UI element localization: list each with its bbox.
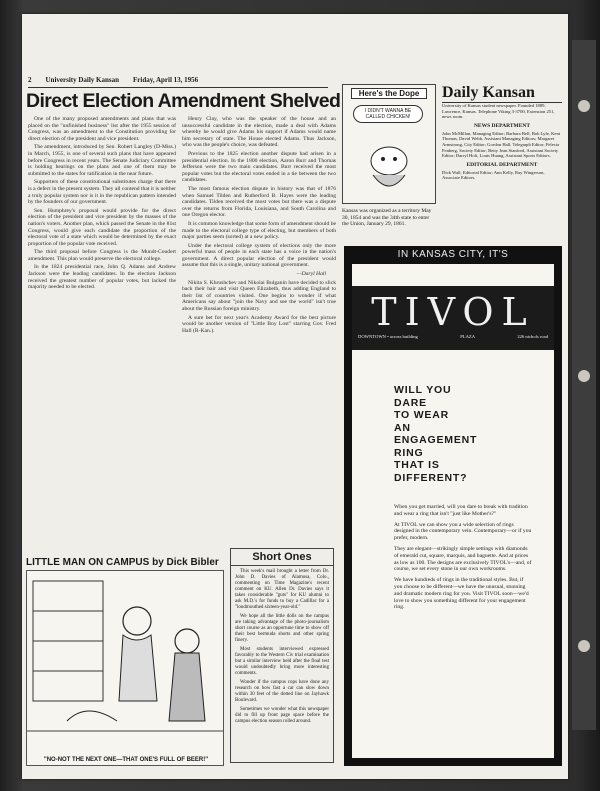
masthead-title: Daily Kansan — [442, 84, 562, 103]
article-paragraph: Henry Clay, who was the speaker of the house and an unsuccessful candidate in the election, made a deal with Adams whereby he would give Adams his support if Adams would name him secretary of state. The House elected Adams. Thus Jackson, who was the people's choice, was defeated. — [182, 116, 336, 149]
article-paragraph: In the 1824 presidential race, John Q. Adams and Andrew Jackson were the leading candidates. In the election Jackson received the greatest number of popular votes, but lacked the majority needed to be elected. — [28, 264, 176, 291]
ad-question-line: ENGAGEMENT — [394, 434, 478, 446]
short-item: Sometimes we wonder what this newspaper did to fill up front page space before the campus election season rolled around. — [235, 707, 329, 724]
masthead-news-staff: John McMillan, Managing Editor; Barbara Bell, Bob Lyle, Kent Thomas, David Webb, Assistant Managing Editors; Margaret Armstrong, City Editor; Gordon Hall, Telegraph Editor; Felecia Fenberg, Society Editor; Betty Jean Stanford, Assistant Society Editor; Darryl Holt, Louis Huang, Assistant Sports Editors. — [442, 130, 561, 159]
cartoon-panel — [26, 570, 224, 766]
short-ones-body — [231, 566, 333, 731]
masthead-news-heading: NEWS DEPARTMENT — [473, 122, 531, 129]
cartoon-drawing — [27, 571, 223, 749]
folio-date: Friday, April 13, 1956 — [133, 76, 199, 84]
article-paragraph: A sure bet for next year's Academy Award for the best picture would be another version of "Little Boy Lost" starring Gov. Fred Hall (R-Kan.). — [182, 314, 336, 334]
ad-location-plaza: PLAZA — [460, 334, 476, 339]
article-paragraph: Nikita S. Khrushchev and Nikolai Bulganin have decided to slick back their hair and visit Queen Elizabeth, thus adding England to their list of countries visited. One begins to wonder if what Americans say about "join the Navy and see the world" isn't true about the Russian foreign ministry. — [182, 279, 336, 313]
masthead — [442, 84, 562, 181]
article-paragraph: One of the many proposed amendments and plans that was placed on the "unfinished business" list after the 1955 session of Congress, was an amendment to the Constitution providing for direct election of the president and vice president. — [28, 116, 176, 142]
masthead-editorial-staff: Dick Wall, Editorial Editor; Ann Kelly, Ray Wingerson, Associate Editors. — [442, 169, 545, 181]
ad-copy-paragraph: When you get married, will you dare to break with tradition and wear a ring that isn't "just like Mother's?" — [394, 504, 528, 517]
dope-cartoon — [342, 84, 436, 204]
cartoon-title: LITTLE MAN ON CAMPUS by Dick Bibler — [26, 557, 219, 568]
newspaper-page — [22, 14, 568, 779]
article-paragraph: The third proposal before Congress is the Mundt-Coudert amendment. This plan would preserve the electoral college. — [28, 249, 176, 262]
ad-copy-paragraph: They are elegant—strikingly simple settings with diamonds of emerald cut, square, marquis, and baguette. And at prices as low as 100. The designs are exclusively TIVOL's—and, of course, we set every stone in our own workrooms. — [394, 545, 532, 573]
short-item: Wonder if the campus cops have done any research on how fast a car can slow down within 30 feet of the dotted line on Jayhawk Boulevard. — [235, 680, 329, 703]
ad-copy — [394, 504, 532, 615]
ad-question-line: THAT IS — [394, 459, 440, 471]
ad-question-line: DIFFERENT? — [394, 471, 468, 484]
ad-brand-logo: TIVOL — [371, 290, 535, 334]
page-folio — [28, 76, 328, 88]
short-item: This week's mail brought a letter from Dr. John D. Davies of Alamosa, Colo., commenting on Time Magazine's recent comment on KU. Allen Dr. Davies says it takes considerable "guts" for KU alumni to ask M.D.'s for funds to buy a Cadillac for a "loudmouthed sixteen-year-old." — [235, 569, 329, 610]
dope-speech-bubble: I DIDN'T WANNA BE CALLED CHICKEN! — [353, 105, 423, 123]
article-column-1 — [28, 116, 176, 552]
binder-hole — [578, 640, 590, 652]
ad-question-line: DARE — [394, 396, 427, 409]
ad-question-line: WILL YOU — [394, 384, 452, 396]
folio-paper-name: University Daily Kansan — [45, 76, 120, 84]
folio-page-number: 2 — [28, 76, 32, 84]
article-paragraph: It is common knowledge that some form of amendment should be made to the electoral college type of electing, but members of both major parties seem (sorted) at a new policy. — [182, 220, 336, 241]
cartoon-caption: "NO-NOT THE NEXT ONE—THAT ONE'S FULL OF BEER!" — [43, 757, 209, 763]
article-paragraph: Previous to the 1825 election another dispute had arisen in a presidential election. In the 1800 election, Aaron Burr and Thomas Jefferson were the two main candidates. Burr received the most popular votes but the electoral votes ended in a tie between the two candidates. — [182, 150, 336, 184]
article-headline: Direct Election Amendment Shelved — [26, 90, 341, 112]
article-byline: —Daryl Hall — [296, 271, 326, 278]
article-paragraph: Under the electoral college system of elections only the more powerful mass of people in each state has a voice in the nation's government. A direct popular election of the president would assume that this is a single, unitary national government. — [182, 242, 336, 269]
article-column-2 — [182, 116, 336, 546]
ad-question-line: RING — [394, 446, 424, 459]
ad-brand-locations — [358, 334, 548, 339]
ad-brand-banner — [352, 286, 554, 350]
dope-drawing — [343, 131, 435, 201]
short-ones-box — [230, 548, 334, 763]
short-ones-title: Short Ones — [231, 549, 333, 566]
dope-title: Here's the Dope — [351, 88, 427, 99]
binder-hole — [578, 370, 590, 382]
dope-caption: Kansas was organized as a territory May 30, 1854 and was the 34th state to enter the Union, January 29, 1861. — [342, 208, 432, 227]
article-paragraph: The most famous election dispute in history was that of 1876 when Samuel Tilden and Rutherford B. Hayes were the leading candidates. Tilden received the most votes but there was a dispute over the returns from Florida, Louisiana, and South Carolina and one Oregon elector. — [182, 185, 336, 219]
ad-location-downtown: DOWNTOWN • across building — [358, 334, 418, 339]
short-item: Most students interviewed expressed favorably to the Western Civ trial examination but a similar interview held after the final test would undoubtedly bring more interesting comments. — [235, 647, 329, 676]
ad-question — [394, 384, 504, 484]
ad-question-line: AN — [394, 421, 411, 434]
ad-copy-paragraph: We have hundreds of rings in the traditional styles. But, if you choose to be different—we have the unusual, stunning and dramatic modern ring for you. Visit TIVOL soon—we'd love to show you something different for your engagement ring. — [394, 577, 529, 611]
ad-header: IN KANSAS CITY, IT'S — [397, 249, 509, 260]
binder-strip — [572, 40, 596, 730]
short-item: We hope all the little dolls on the campus are taking advantage of the photo-journalism short course as an opportune time to show off their best bermuda shorts and other spring finery. — [235, 614, 329, 643]
masthead-intro: University of Kansas student newspaper. Founded 1889, Lawrence, Kansas. Telephone Viking 3-3700, Extension 251, news room. — [442, 103, 555, 120]
article-paragraph: Sen. Humphrey's proposal would provide for the direct election of the president and vice president by the masses of the nation's voters. Another plan, which passed the Senate in the 81st Congress, would give each candidate the proportion of the electoral vote of a state which would be determined by the exact proportion of the popular vote received. — [28, 207, 176, 247]
article-paragraph: Supporters of these constitutional substitutes charge that there is a defect in the present system. They all contend that it is neither a truly popular system nor is it in the republican pattern intended by the founders of our government. — [28, 179, 176, 206]
article-paragraph: The amendment, introduced by Sen. Robert Langley (D-Miss.) in March, 1955, is one of several such plans that have appeared before Congress in recent years. The Senate Judiciary Committee is holding hearings on the plans and one of them may be submitted to the states for ratification in the near future. — [28, 144, 176, 177]
ad-location-address: 226 nichols road — [517, 334, 548, 339]
ad-question-line: TO WEAR — [394, 409, 449, 421]
binder-hole — [578, 100, 590, 112]
masthead-editorial-heading: EDITORIAL DEPARTMENT — [466, 161, 538, 168]
ad-copy-paragraph: At TIVOL we can show you a wide selection of rings designed in the contemporary vein. Contemporary—or if you prefer, modern. — [394, 521, 532, 542]
